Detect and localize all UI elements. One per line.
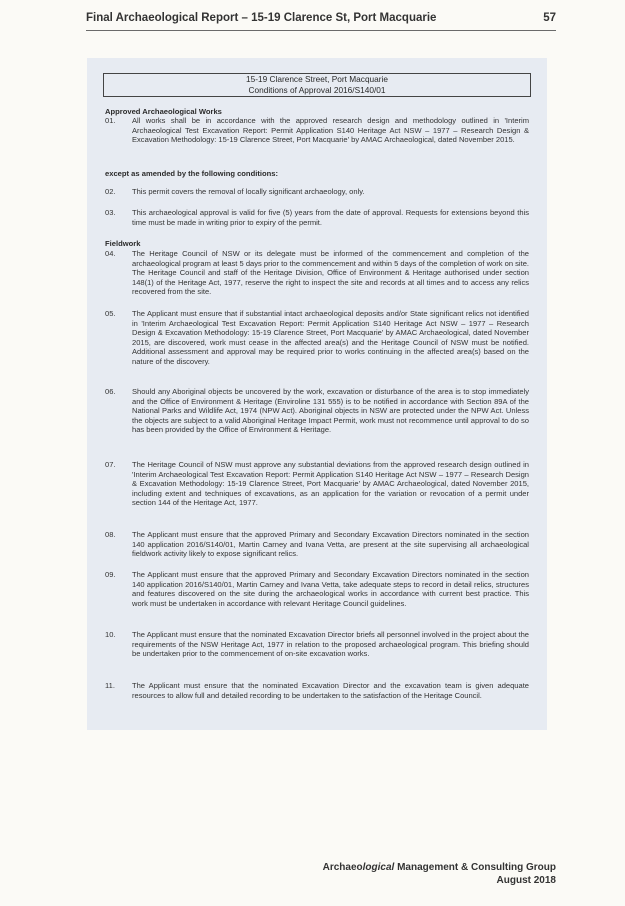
condition-number: 04. (105, 249, 116, 258)
condition-item (105, 387, 529, 435)
conditions-title-line2: Conditions of Approval 2016/S140/01 (248, 84, 386, 95)
org-italic: logical (362, 862, 395, 873)
conditions-title-line1: 15-19 Clarence Street, Port Macquarie (245, 74, 389, 84)
condition-number: 01. (105, 116, 116, 125)
org-prefix: Archaeo (322, 862, 363, 873)
report-title: Final Archaeological Report – 15-19 Clarence St, Port Macquarie (86, 12, 437, 24)
condition-text: This permit covers the removal of locally significant archaeology, only. (132, 187, 365, 196)
condition-item (105, 681, 529, 700)
condition-item (105, 249, 529, 297)
condition-item (105, 460, 529, 508)
condition-text: This archaeological approval is valid for five (5) years from the date of approval. Requests for extensions beyond this time must be made in writing prior to expiry of the permit. (132, 208, 529, 227)
condition-text: The Heritage Council of NSW must approve any substantial deviations from the approved research design outlined in 'Interim Archaeological Test Excavation Report: Permit Application S140 Heritage Act NSW – 1977 – Research Design & Excavation Methodology: 15-19 Clarence Street, Port Macquarie' by AMAC Archaeological, dated November 2015, including extent and techniques of excavations, as an application for the variation or revocation of a permit under section 144 of the Heritage Act, 1977. (132, 460, 529, 508)
condition-text: The Applicant must ensure that the approved Primary and Secondary Excavation Directors nominated in the section 140 application 2016/S140/01, Martin Carney and Ivana Vetta, take adequate steps to record in detail relics, structures and features discovered on the site during the archaeological works in accordance with current best practice. This work must be undertaken in accordance with relevant Heritage Council guidelines. (132, 570, 529, 608)
condition-number: 05. (105, 309, 116, 318)
condition-item (105, 570, 529, 608)
condition-text: All works shall be in accordance with the approved research design and methodology outlined in 'Interim Archaeological Test Excavation Report: Permit Application S140 Heritage Act NSW – 1977 – Research Design & Excavation Methodology: 15-19 Clarence Street, Port Macquarie' by AMAC Archaeological, dated November 2015. (132, 116, 529, 145)
condition-text: Should any Aboriginal objects be uncovered by the work, excavation or disturbance of the area is to stop immediately and the Office of Environment & Heritage (Enviroline 131 555) is to be notified in accordance with Section 89A of the National Parks and Wildlife Act, 1974 (NPW Act). Aboriginal objects in NSW are protected under the NPW Act. Unless the objects are subject to a valid Aboriginal Heritage Impact Permit, work must not recommence until approval to do so has been provided by the Office of Environment & Heritage. (132, 387, 529, 435)
condition-number: 11. (105, 681, 115, 690)
condition-item (105, 309, 529, 366)
page-number: 57 (543, 12, 556, 24)
condition-item (105, 208, 529, 227)
section-heading-approved-works: Approved Archaeological Works (105, 107, 222, 116)
condition-text: The Applicant must ensure that the nominated Excavation Director briefs all personnel involved in the project about the requirements of the NSW Heritage Act, 1977 in relation to the proposed archaeological program. This briefing should be undertaken prior to the commencement of on-site excavation works. (132, 630, 529, 659)
condition-item (105, 187, 529, 197)
footer-organisation (323, 862, 556, 873)
section-heading-except: except as amended by the following conditions: (105, 169, 278, 178)
condition-number: 09. (105, 570, 116, 579)
condition-number: 06. (105, 387, 116, 396)
condition-text: The Heritage Council of NSW or its delegate must be informed of the commencement and completion of the archaeological program at least 5 days prior to the commencement and within 5 days of the completion of work on site. The Heritage Council and staff of the Heritage Division, Office of Environment & Heritage authorised under section 148(1) of the Heritage Act, 1977, reserve the right to inspect the site and records at all times and to access any relics recovered from the site. (132, 249, 529, 297)
condition-number: 08. (105, 530, 116, 539)
condition-text: The Applicant must ensure that the nominated Excavation Director and the excavation team is given adequate resources to allow full and detailed recording to be undertaken to the satisfaction of the Heritage Council. (132, 681, 529, 700)
footer-date: August 2018 (496, 875, 556, 886)
condition-number: 10. (105, 630, 116, 639)
condition-text: The Applicant must ensure that if substantial intact archaeological deposits and/or State significant relics not identified in 'Interim Archaeological Test Excavation Report: Permit Application S140 Heritage Act NSW – 1977 – Research Design & Excavation Methodology: 15-19 Clarence Street, Port Macquarie' by AMAC Archaeological, dated November 2015, are discovered, work must cease in the affected area(s) and the Heritage Council of NSW must be notified. Additional assessment and approval may be required prior to works continuing in the affected area(s) based on the nature of the discovery. (132, 309, 529, 366)
condition-number: 07. (105, 460, 116, 469)
condition-text: The Applicant must ensure that the approved Primary and Secondary Excavation Directors nominated in the section 140 application 2016/S140/01, Martin Carney and Ivana Vetta, are present at the site supervising all archaeological fieldwork activity likely to expose significant relics. (132, 530, 529, 559)
org-suffix: Management & Consulting Group (394, 862, 556, 873)
condition-item (105, 116, 529, 145)
page-header (86, 8, 556, 31)
condition-item (105, 630, 529, 659)
section-heading-fieldwork: Fieldwork (105, 239, 141, 248)
condition-number: 03. (105, 208, 116, 217)
condition-number: 02. (105, 187, 116, 196)
conditions-title-box (103, 73, 531, 97)
condition-item (105, 530, 529, 559)
